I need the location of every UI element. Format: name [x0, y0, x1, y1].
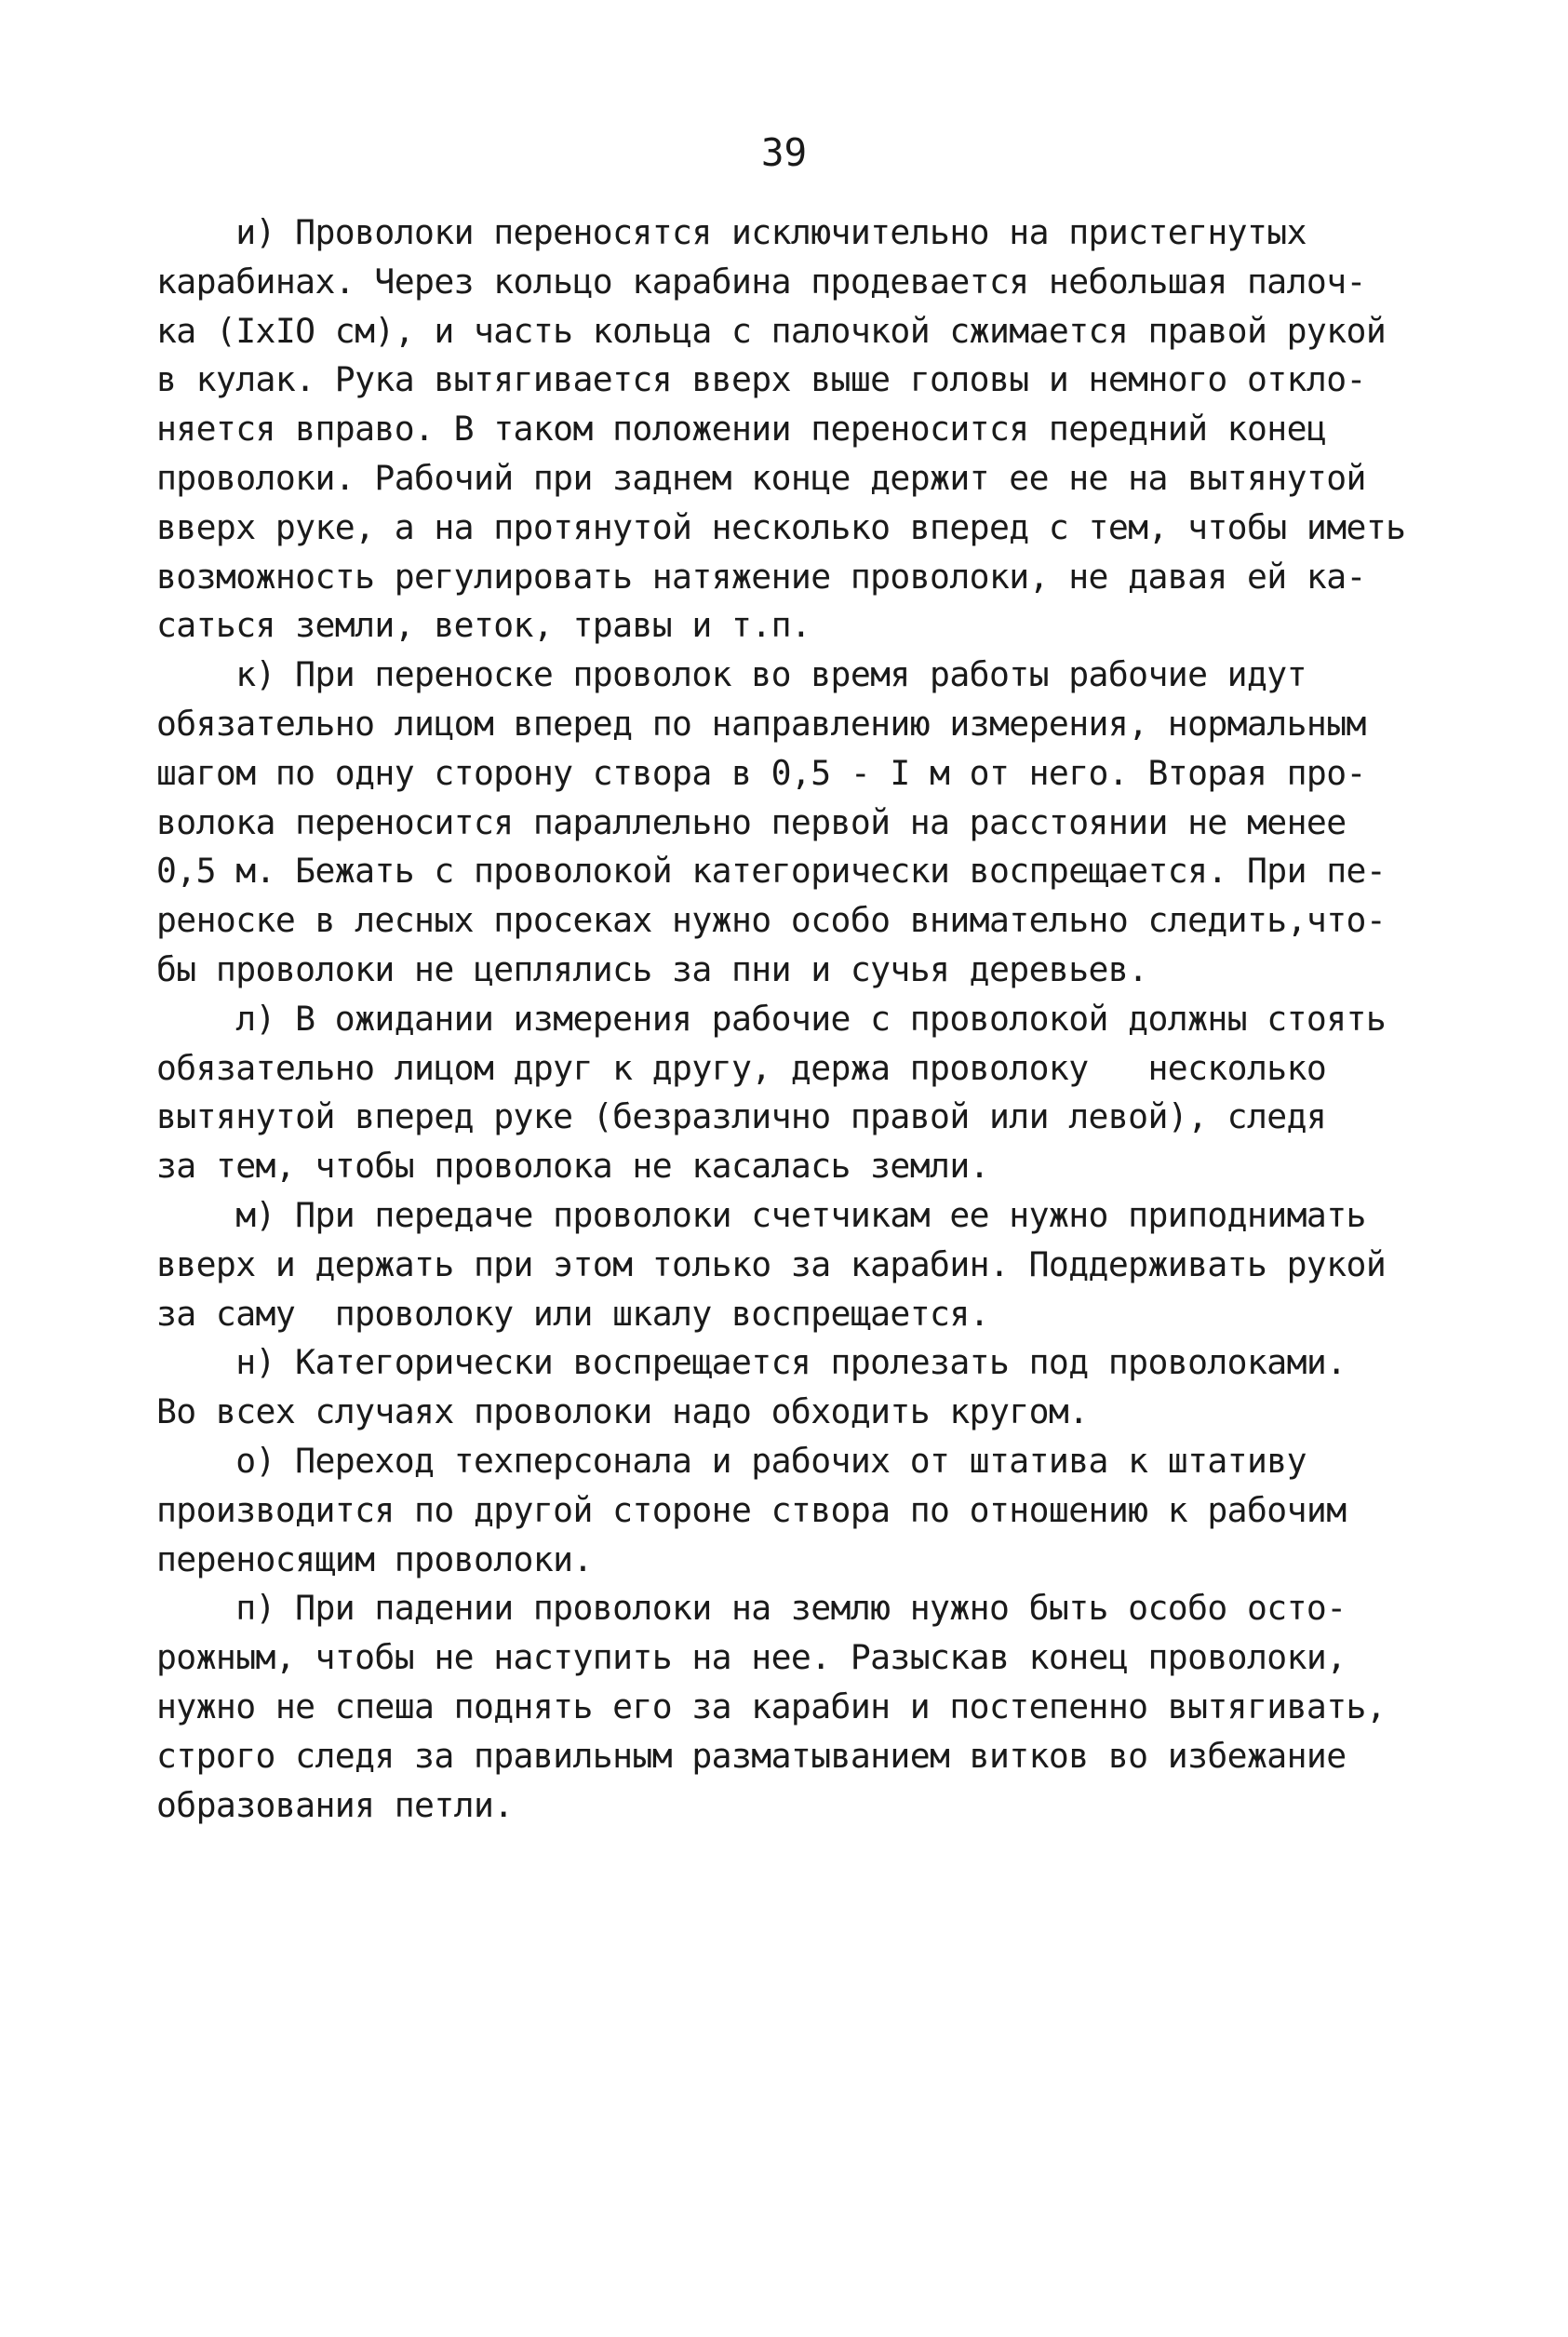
text-line: о) Переход техперсонала и рабочих от штатива к штативу — [156, 1440, 1307, 1481]
text-line: возможность регулировать натяжение проволоки, не давая ей ка- — [156, 556, 1366, 597]
text-line: л) В ожидании измерения рабочие с проволокой должны стоять — [156, 998, 1387, 1039]
text-line: переносящим проволоки. — [156, 1538, 593, 1579]
text-line: и) Проволоки переносятся исключительно на пристегнутых — [156, 212, 1307, 252]
body-text — [156, 208, 1413, 1830]
text-line: вытянутой вперед руке (безразлично правой или левой), следя — [156, 1096, 1327, 1137]
text-line: няется вправо. В таком положении переносится передний конец — [156, 409, 1327, 450]
text-line: Во всех случаях проволоки надо обходить кругом. — [156, 1391, 1089, 1432]
text-line: в кулак. Рука вытягивается вверх выше головы и немного откло- — [156, 359, 1366, 400]
text-line: н) Категорически воспрещается пролезать под проволоками. — [156, 1342, 1347, 1383]
text-line: за тем, чтобы проволока не касалась земли. — [156, 1146, 989, 1187]
text-line: нужно не спеша поднять его за карабин и постепенно вытягивать, — [156, 1686, 1387, 1726]
text-line: саться земли, веток, травы и т.п. — [156, 605, 811, 646]
text-line: производится по другой стороне створа по отношению к рабочим — [156, 1489, 1347, 1530]
text-line: волока переносится параллельно первой на расстоянии не менее — [156, 801, 1347, 842]
text-line: ка (IxIO см), и часть кольца с палочкой сжимается правой рукой — [156, 310, 1387, 351]
text-line: строго следя за правильным разматыванием витков во избежание — [156, 1735, 1347, 1776]
text-line: вверх руке, а на протянутой несколько вперед с тем, чтобы иметь — [156, 506, 1406, 547]
text-line: шагом по одну сторону створа в 0,5 - I м от него. Вторая про- — [156, 752, 1366, 793]
text-line: карабинах. Через кольцо карабина продевается небольшая палоч- — [156, 261, 1366, 302]
text-line: бы проволоки не цеплялись за пни и сучья деревьев. — [156, 948, 1148, 989]
text-line: образования петли. — [156, 1784, 514, 1825]
text-line: 0,5 м. Бежать с проволокой категорически воспрещается. При пе- — [156, 851, 1387, 892]
text-line: рожным, чтобы не наступить на нее. Разыскав конец проволоки, — [156, 1637, 1347, 1678]
page-number: 39 — [760, 130, 808, 175]
text-line: вверх и держать при этом только за карабин. Поддерживать рукой — [156, 1243, 1387, 1284]
text-line: м) При передаче проволоки счетчикам ее нужно приподнимать — [156, 1194, 1366, 1235]
text-line: за саму проволоку или шкалу воспрещается. — [156, 1293, 989, 1334]
text-line: реноске в лесных просеках нужно особо внимательно следить,что- — [156, 900, 1387, 941]
text-line: проволоки. Рабочий при заднем конце держит ее не на вытянутой — [156, 457, 1366, 498]
text-line: п) При падении проволоки на землю нужно быть особо осто- — [156, 1588, 1347, 1629]
text-line: обязательно лицом вперед по направлению измерения, нормальным — [156, 703, 1366, 744]
text-line: обязательно лицом друг к другу, держа проволоку несколько — [156, 1047, 1327, 1088]
text-line: к) При переноске проволок во время работы рабочие идут — [156, 654, 1307, 695]
